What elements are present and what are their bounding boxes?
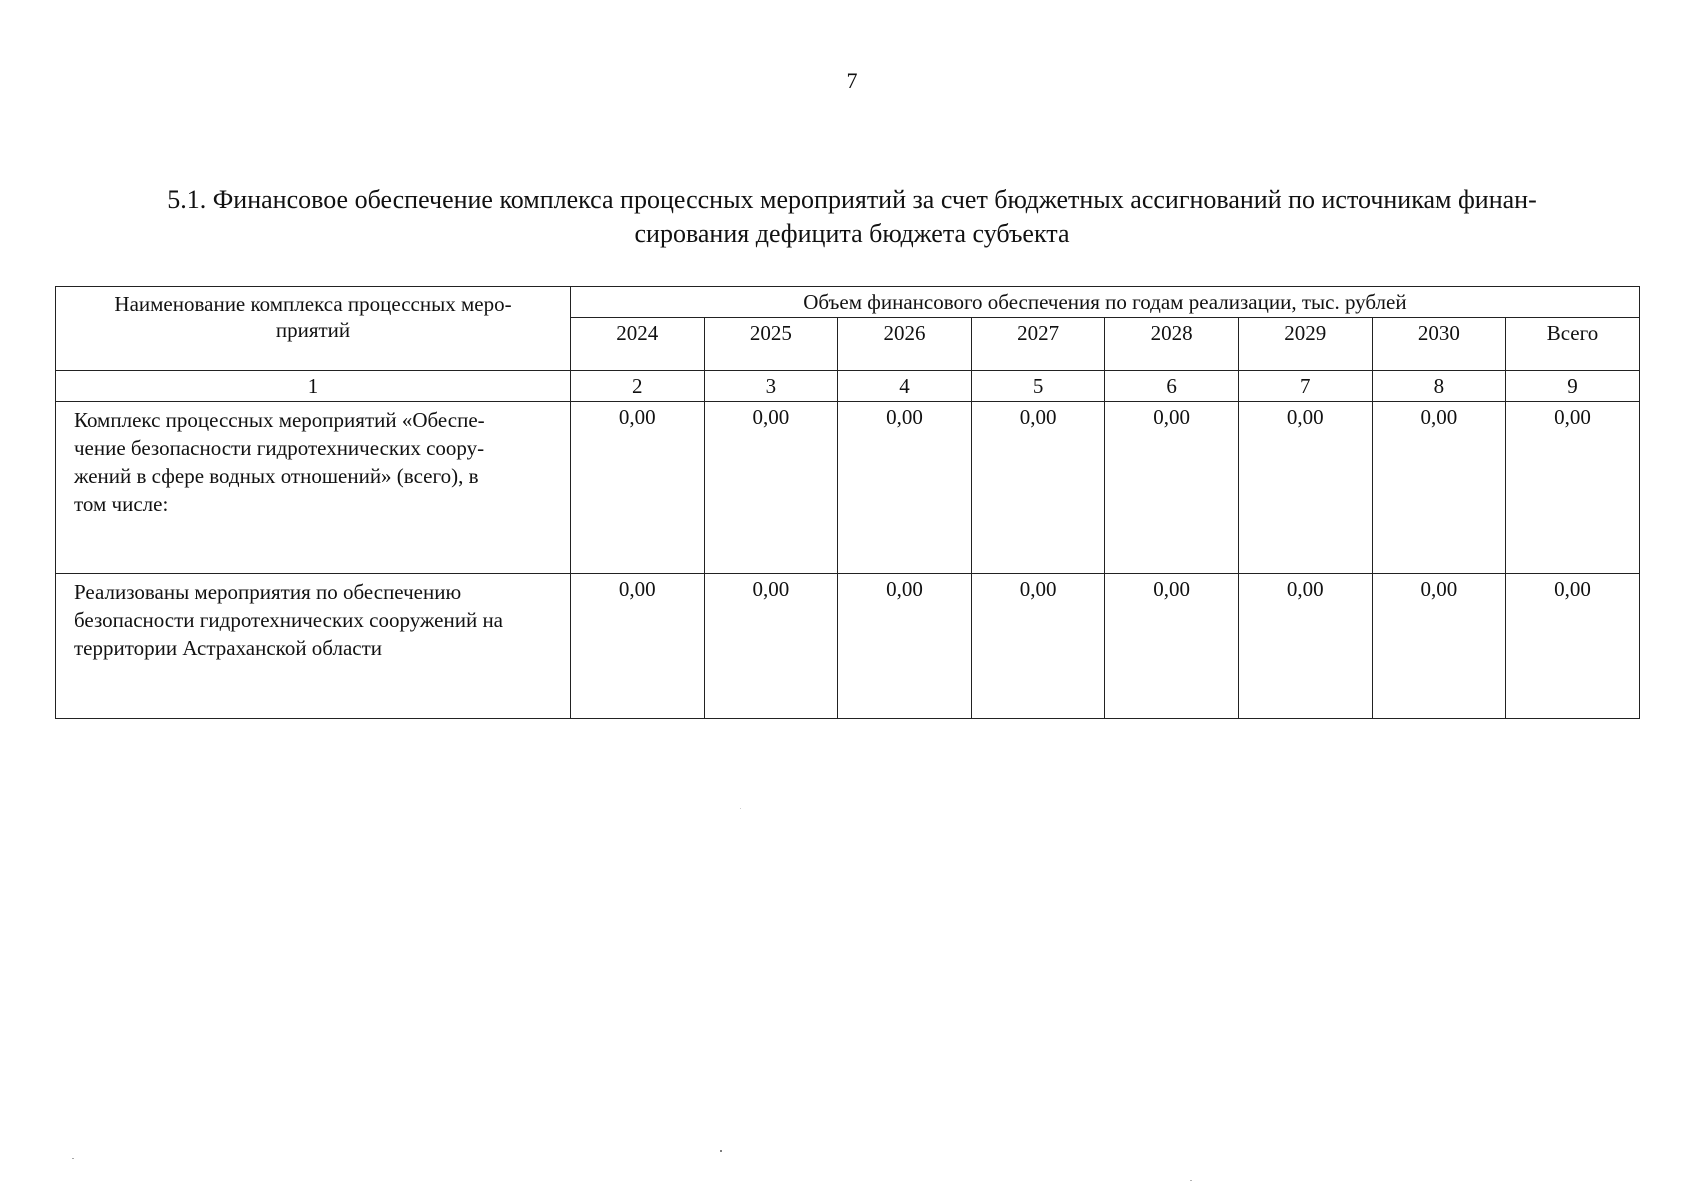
value-cell: 0,00: [1238, 574, 1372, 719]
year-header-cell: 2024: [571, 318, 705, 371]
value-cell: 0,00: [704, 574, 838, 719]
row-name-line: территории Астраханской области: [74, 636, 383, 660]
value-cell: 0,00: [971, 574, 1105, 719]
scan-speck: [720, 1150, 722, 1152]
row-name-line: чение безопасности гидротехнических соору-: [74, 436, 485, 460]
row-name-line: том числе:: [74, 492, 169, 516]
year-header-cell: 2029: [1238, 318, 1372, 371]
page-number: 7: [846, 68, 858, 93]
column-number-row: [56, 371, 1640, 402]
header-name-line-1: Наименование комплекса процессных меро-: [114, 292, 512, 316]
row-name-line: Реализованы мероприятия по обеспечению: [74, 580, 462, 604]
total-header-cell: Всего: [1506, 318, 1640, 371]
value-cell: 0,00: [1105, 402, 1239, 574]
year-header-cell: 2030: [1372, 318, 1506, 371]
total-value-cell: 0,00: [1506, 402, 1640, 574]
section-title: [82, 183, 1622, 251]
column-number-cell: 9: [1506, 371, 1640, 402]
value-cell: 0,00: [704, 402, 838, 574]
column-number-cell: 1: [56, 371, 571, 402]
value-cell: 0,00: [838, 574, 972, 719]
row-name-line: безопасности гидротехнических сооружений на: [74, 608, 504, 632]
row-name-cell: [56, 574, 571, 719]
value-cell: 0,00: [838, 402, 972, 574]
column-number-cell: 6: [1105, 371, 1239, 402]
scan-speck: [740, 808, 741, 809]
column-number-cell: 8: [1372, 371, 1506, 402]
scan-speck: [1190, 1180, 1192, 1181]
table-row: [56, 574, 1640, 719]
value-cell: 0,00: [1238, 402, 1372, 574]
column-number-cell: 5: [971, 371, 1105, 402]
header-name-cell: [56, 287, 571, 371]
value-cell: 0,00: [971, 402, 1105, 574]
year-header-cell: 2026: [838, 318, 972, 371]
column-number-cell: 2: [571, 371, 705, 402]
total-value-cell: 0,00: [1506, 574, 1640, 719]
value-cell: 0,00: [1372, 574, 1506, 719]
scan-speck: [72, 1158, 74, 1159]
row-name-cell: [56, 402, 571, 574]
year-header-cell: 2027: [971, 318, 1105, 371]
value-cell: 0,00: [571, 574, 705, 719]
value-cell: 0,00: [1372, 402, 1506, 574]
header-group-cell: Объем финансового обеспечения по годам реализации, тыс. рублей: [571, 287, 1640, 318]
year-header-cell: 2028: [1105, 318, 1239, 371]
section-title-line-2: сирования дефицита бюджета субъекта: [634, 219, 1070, 248]
value-cell: 0,00: [1105, 574, 1239, 719]
column-number-cell: 7: [1238, 371, 1372, 402]
value-cell: 0,00: [571, 402, 705, 574]
header-name-line-2: приятий: [275, 318, 351, 342]
financing-table: [55, 286, 1640, 719]
table-row: [56, 402, 1640, 574]
row-name-line: жений в сфере водных отношений» (всего), в: [74, 464, 479, 488]
year-header-cell: 2025: [704, 318, 838, 371]
header-row: [56, 287, 1640, 318]
column-number-cell: 4: [838, 371, 972, 402]
column-number-cell: 3: [704, 371, 838, 402]
row-name-line: Комплекс процессных мероприятий «Обеспе-: [74, 408, 485, 432]
section-title-line-1: 5.1. Финансовое обеспечение комплекса процессных мероприятий за счет бюджетных ассигнований по источникам финан-: [167, 185, 1537, 214]
